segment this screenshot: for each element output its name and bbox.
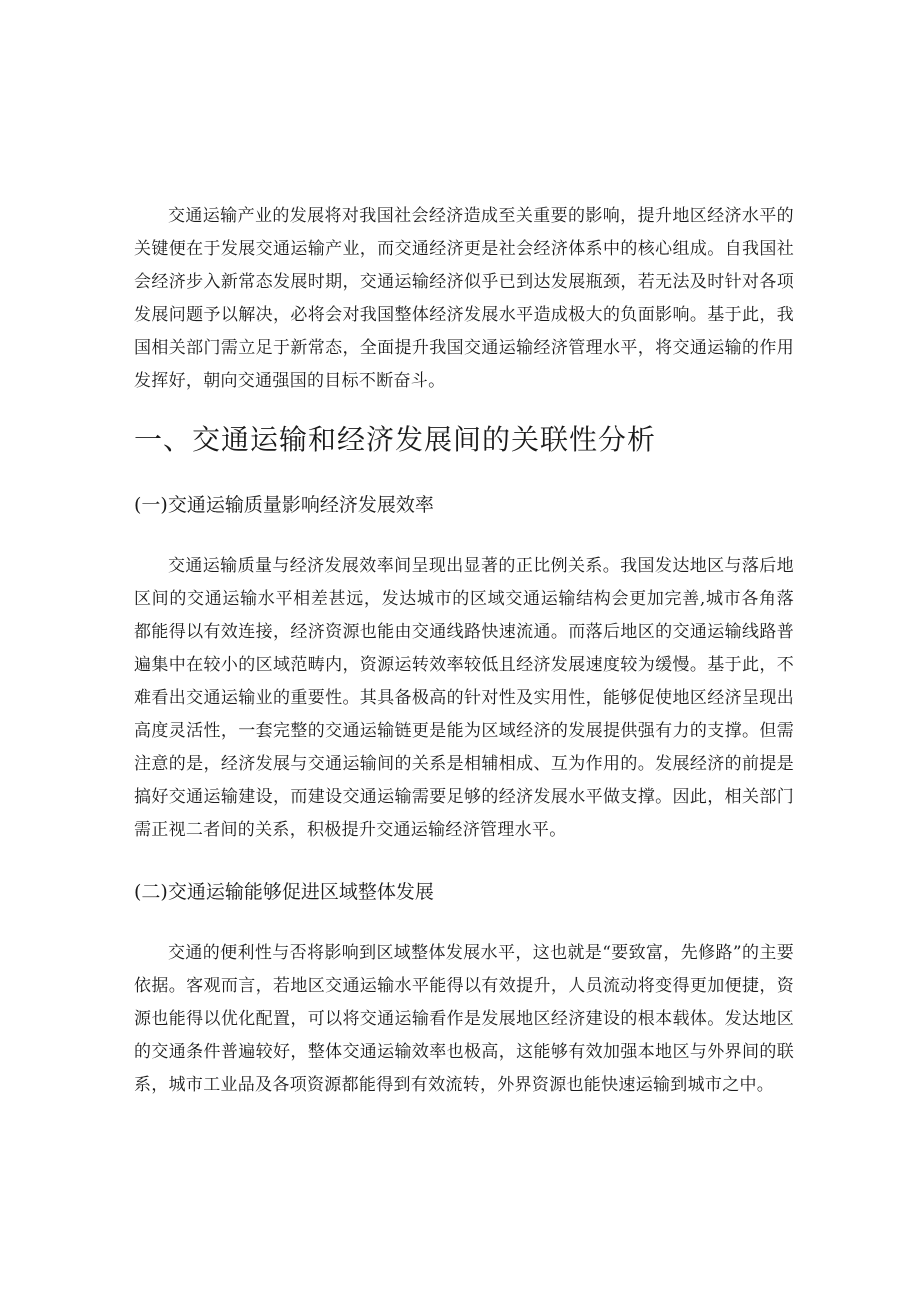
subsection-2-paragraph: 交通的便利性与否将影响到区域整体发展水平，这也就是“要致富，先修路”的主要依据。客观而言，若地区交通运输水平能得以有效提升，人员流动将变得更加便捷，资源也能得以优化配置，可以将交通运输看作是发展地区经济建设的根本载体。发达地区的交通条件普遍较好，整体交通运输效率也极高，这能够有效加强本地区与外界间的联系，城市工业品及各项资源都能得到有效流转，外界资源也能快速运输到城市之中。 — [134, 943, 794, 1095]
subsection-heading-2: (二)交通运输能够促进区域整体发展 — [134, 881, 434, 903]
subsection-1-paragraph: 交通运输质量与经济发展效率间呈现出显著的正比例关系。我国发达地区与落后地区间的交通运输水平相差甚远，发达城市的区域交通运输结构会更加完善,城市各角落都能得以有效连接，经济资源也能由交通线路快速流通。而落后地区的交通运输线路普遍集中在较小的区域范畴内，资源运转效率较低且经济发展速度较为缓慢。基于此，不难看出交通运输业的重要性。其具备极高的针对性及实用性，能够促使地区经济呈现出高度灵活性，一套完整的交通运输链更是能为区域经济的发展提供强有力的支撑。但需注意的是，经济发展与交通运输间的关系是相辅相成、互为作用的。发展经济的前提是搞好交通运输建设，而建设交通运输需要足够的经济发展水平做支撑。因此，相关部门需正视二者间的关系，积极提升交通运输经济管理水平。 — [134, 556, 794, 840]
section-heading-1: 一、交通运输和经济发展间的关联性分析 — [134, 423, 657, 456]
intro-paragraph: 交通运输产业的发展将对我国社会经济造成至关重要的影响，提升地区经济水平的关键便在于发展交通运输产业，而交通经济更是社会经济体系中的核心组成。自我国社会经济步入新常态发展时期，交通运输经济似乎已到达发展瓶颈，若无法及时针对各项发展问题予以解决，必将会对我国整体经济发展水平造成极大的负面影响。基于此，我国相关部门需立足于新常态，全面提升我国交通运输经济管理水平，将交通运输的作用发挥好，朝向交通强国的目标不断奋斗。 — [134, 206, 794, 391]
document-page — [134, 200, 794, 1102]
subsection-heading-1: (一)交通运输质量影响经济发展效率 — [134, 494, 434, 516]
